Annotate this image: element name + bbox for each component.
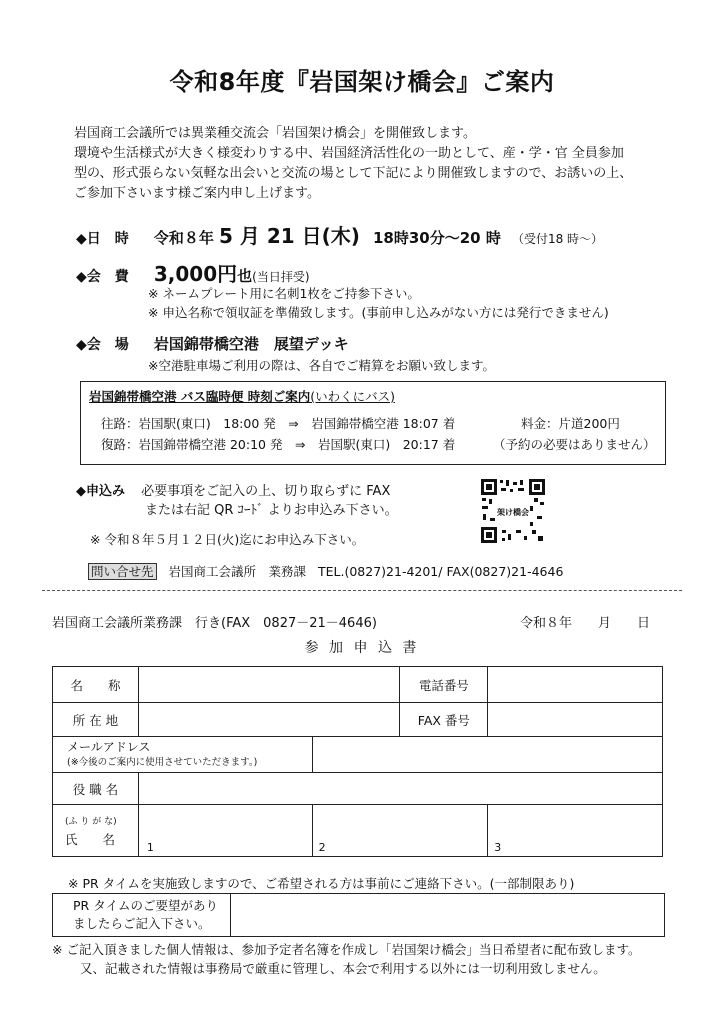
- datetime-prefix: 令和８年: [153, 229, 214, 247]
- apply-label: ◆申込み: [76, 484, 125, 499]
- privacy-line: 又、記載された情報は事務局で厳重に管理し、本会で利用する以外には一切利用致しません。: [80, 961, 606, 976]
- person-label: 氏 名: [65, 831, 116, 847]
- inquiry-contact: TEL.(0827)21-4201/ FAX(0827)21-4646: [318, 564, 564, 579]
- fee-label: ◆会 費: [76, 269, 129, 285]
- inquiry-label: 問い合せ先: [88, 563, 157, 580]
- qr-label: 架け橋会: [497, 508, 529, 517]
- event-date: 5 月 21 日(木): [218, 224, 360, 248]
- bus-title-note: (いわくにバス): [310, 389, 395, 404]
- event-time: 18時30分～20 時: [373, 229, 501, 247]
- venue-name: 岩国錦帯橋空港 展望デッキ: [153, 335, 349, 353]
- furigana-label: (ふ り が な): [65, 816, 117, 827]
- intro-line: 型の、形式張らない気軽な出会いと交流の場として下記により開催致しますので、お誘いの上、: [74, 166, 633, 181]
- intro-line: ご参加下さいます様ご案内申し上げます。: [74, 186, 320, 201]
- person-field-3[interactable]: 3: [488, 805, 663, 857]
- bus-title: [89, 387, 395, 405]
- pr-box: [52, 893, 665, 937]
- person-field-2[interactable]: 2: [312, 805, 488, 857]
- qr-code[interactable]: [480, 478, 546, 544]
- application-form: [52, 666, 663, 857]
- person-label-cell: [53, 805, 139, 857]
- email-label-cell: [53, 737, 313, 773]
- phone-label: 電話番号: [400, 667, 488, 703]
- fee-suffix: 也: [237, 267, 253, 285]
- privacy-line: ※ ご記入頂きました個人情報は、参加予定者名簿を作成し「岩国架け橋会」当日希望者に配布致します。: [52, 942, 641, 957]
- name-field[interactable]: [138, 667, 400, 703]
- page-title: 令和8年度『岩国架け橋会』ご案内: [169, 68, 555, 96]
- email-label: メールアドレス: [67, 739, 151, 754]
- phone-field[interactable]: [488, 667, 663, 703]
- cut-line: [42, 590, 682, 591]
- fee-row: [76, 258, 310, 287]
- position-label: 役 職 名: [53, 773, 139, 805]
- fee-note: ※ 申込名称で領収証を準備致します。(事前申し込みがない方には発行できません): [148, 305, 609, 320]
- bus-reservation-note: （予約の必要はありません）: [493, 437, 656, 452]
- pr-label-line: PR タイムのご要望があり: [73, 898, 218, 913]
- apply-line1: 必要事項をご記入の上、切り取らずに FAX: [141, 484, 391, 499]
- person-field-1[interactable]: 1: [138, 805, 312, 857]
- address-label: 所 在 地: [53, 703, 139, 737]
- form-title: 参 加 申 込 書: [304, 640, 420, 656]
- fee-note: ※ ネームプレート用に名刺1枚をご持参下さい。: [148, 286, 420, 301]
- fee-note-inline: (当日拝受): [252, 270, 310, 284]
- inquiry-org: 岩国商工会議所 業務課: [168, 564, 307, 579]
- apply-row: [76, 480, 390, 499]
- apply-line2: または右記 QR ｺｰﾄﾞ よりお申込み下さい。: [145, 503, 398, 518]
- intro-line: 環境や生活様式が大きく様変わりする中、岩国経済活性化の一助として、産・学・官 全員参加: [74, 146, 624, 161]
- fee-amount: 3,000円: [153, 262, 238, 286]
- datetime-label: ◆日 時: [76, 231, 129, 247]
- venue-note: ※空港駐車場ご利用の際は、各自でご精算をお願い致します。: [148, 358, 495, 373]
- venue-row: [76, 333, 349, 354]
- inquiry-row: [88, 562, 563, 580]
- email-field[interactable]: [312, 737, 662, 773]
- fax-label: FAX 番号: [400, 703, 488, 737]
- pr-notice: ※ PR タイムを実施致しますので、ご希望される方は事前にご連絡下さい。(一部制限あり): [68, 876, 575, 891]
- intro-line: 岩国商工会議所では異業種交流会「岩国架け橋会」を開催致します。: [74, 126, 476, 141]
- bus-fare: 料金：片道200円: [521, 416, 620, 431]
- bus-return: 復路：岩国錦帯橋空港 20:10 発 ⇒ 岩国駅(東口) 20:17 着: [101, 437, 456, 452]
- position-field[interactable]: [138, 773, 662, 805]
- pr-label-cell: [53, 894, 231, 936]
- form-header-right: 令和８年 月 日: [520, 616, 651, 631]
- fax-field[interactable]: [488, 703, 663, 737]
- pr-field[interactable]: [232, 894, 664, 936]
- intro-paragraph: [74, 124, 684, 204]
- reception-time: （受付18 時～）: [511, 232, 604, 246]
- address-field[interactable]: [138, 703, 400, 737]
- name-label: 名 称: [53, 667, 139, 703]
- bus-outbound: 往路：岩国駅(東口) 18:00 発 ⇒ 岩国錦帯橋空港 18:07 着: [101, 416, 456, 431]
- venue-label: ◆会 場: [76, 337, 129, 353]
- bus-title-text: 岩国錦帯橋空港 バス臨時便 時刻ご案内: [89, 389, 311, 404]
- bus-schedule-box: [80, 381, 666, 465]
- datetime-row: [76, 220, 603, 249]
- form-header-left: 岩国商工会議所業務課 行き(FAX 0827－21－4646): [52, 616, 377, 631]
- apply-deadline: ※ 令和８年５月１２日(火)迄にお申込み下さい。: [90, 532, 365, 547]
- pr-label-line: ましたらご記入下さい。: [73, 916, 211, 931]
- email-note: (※今後のご案内に使用させていただきます。): [67, 756, 258, 768]
